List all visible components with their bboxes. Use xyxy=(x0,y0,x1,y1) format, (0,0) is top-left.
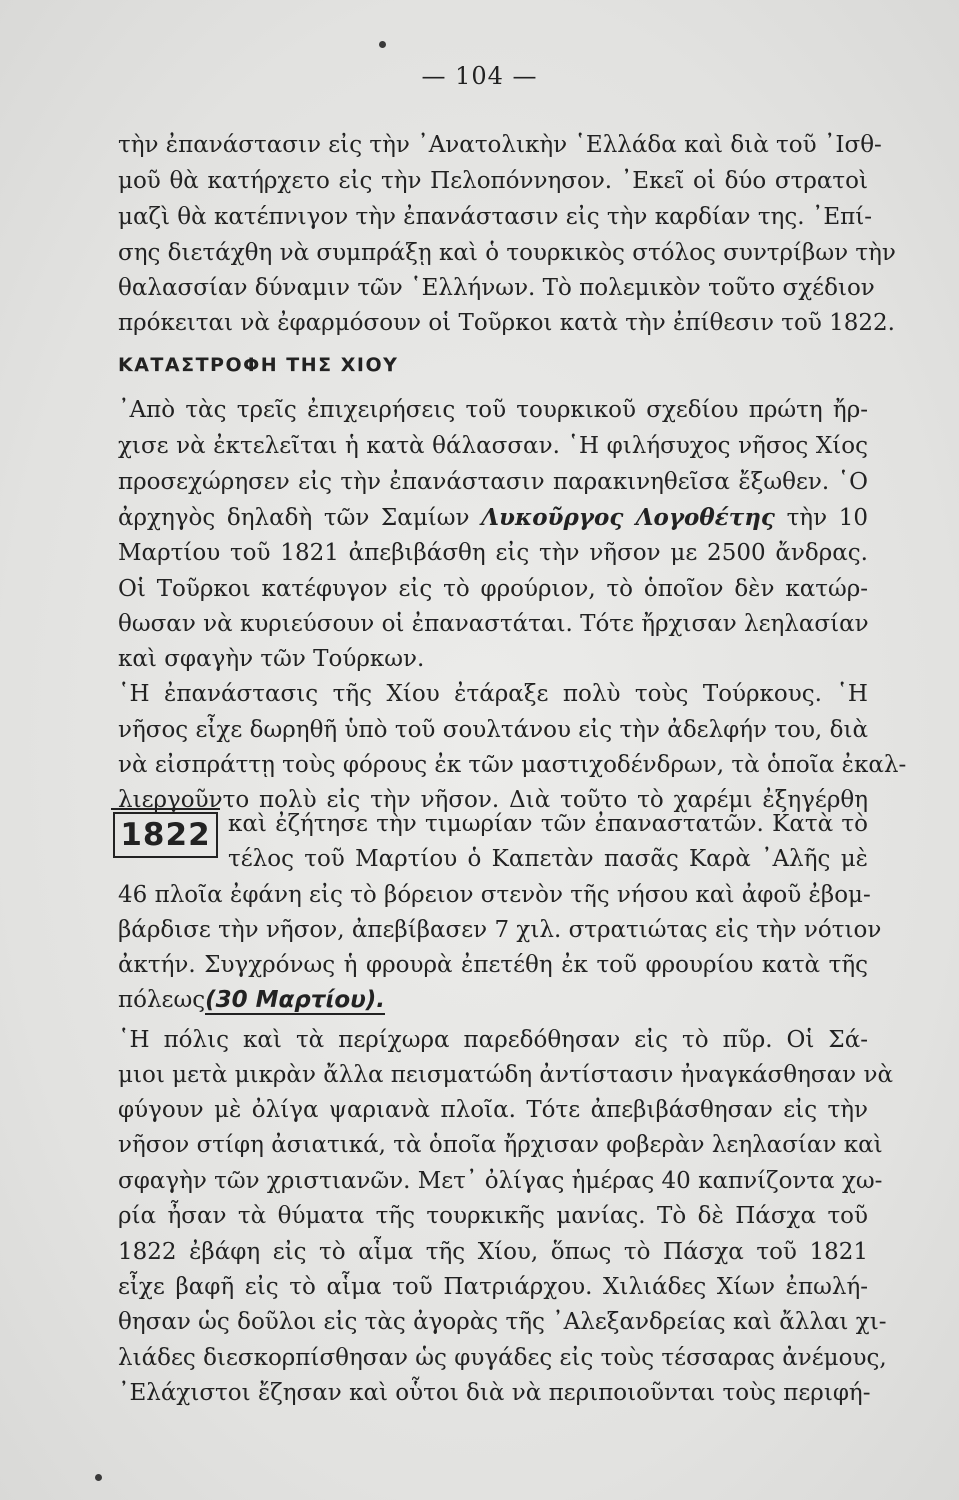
margin-year-box: 1822 xyxy=(113,812,218,858)
text-line: βάρδισε τὴν νῆσον, ἀπεβίβασεν 7 χιλ. στρατιώτας εἰς τὴν νότιον xyxy=(118,917,882,943)
text-line: ῾Η ἐπανάστασις τῆς Χίου ἐτάραξε πολὺ τοὺς Τούρκους. ῾Η xyxy=(118,681,868,707)
leader-name: Λυκοῦργος Λογοθέτης xyxy=(481,504,775,531)
text-line: θαλασσίαν δύναμιν τῶν ῾Ελλήνων. Τὸ πολεμικὸν τοῦτο σχέδιον xyxy=(118,275,875,301)
text-line: νὰ εἰσπράττῃ τοὺς φόρους ἐκ τῶν μαστιχοδένδρων, τὰ ὁποῖα ἐκαλ- xyxy=(118,752,907,778)
text-line: μιοι μετὰ μικρὰν ἄλλα πεισματώδη ἀντίστασιν ἠναγκάσθησαν νὰ xyxy=(118,1062,893,1088)
text-line: Οἱ Τοῦρκοι κατέφυγον εἰς τὸ φρούριον, τὸ ὁποῖον δὲν κατώρ- xyxy=(118,576,868,602)
text-line: μαζὶ θὰ κατέπνιγον τὴν ἐπανάστασιν εἰς τὴν καρδίαν της. ᾿Επί- xyxy=(118,204,873,230)
text-line: εἶχε βαφῆ εἰς τὸ αἷμα τοῦ Πατριάρχου. Χιλιάδες Χίων ἐπωλή- xyxy=(118,1274,868,1300)
page-speck xyxy=(95,1474,102,1481)
text-line: πρόκειται νὰ ἐφαρμόσουν οἱ Τοῦρκοι κατὰ τὴν ἐπίθεσιν τοῦ 1822. xyxy=(118,310,895,336)
text-line: σης διετάχθη νὰ συμπράξῃ καὶ ὁ τουρκικὸς στόλος συντρίβων τὴν xyxy=(118,240,896,266)
text-line: χισε νὰ ἐκτελεῖται ἡ κατὰ θάλασσαν. ῾Η φιλήσυχος νῆσος Χίος xyxy=(118,433,868,459)
text-line-date xyxy=(118,983,868,1017)
text-line: φύγουν μὲ ὀλίγα ψαριανὰ πλοῖα. Τότε ἀπεβιβάσθησαν εἰς τὴν xyxy=(118,1097,868,1123)
text-line: καὶ σφαγὴν τῶν Τούρκων. xyxy=(118,646,425,672)
section-heading: ΚΑΤΑΣΤΡΟΦΗ ΤΗΣ ΧΙΟΥ xyxy=(118,354,399,376)
text-line: λιάδες διεσκορπίσθησαν ὡς φυγάδες εἰς τοὺς τέσσαρας ἀνέμους, xyxy=(118,1345,887,1371)
page-number: — 104 — xyxy=(421,62,538,90)
text-line: λιεργοῦντο πολὺ εἰς τὴν νῆσον. Διὰ τοῦτο τὸ χαρέμι ἐξηγέρθη xyxy=(118,787,868,813)
leader-line-before: ἀρχηγὸς δηλαδὴ τῶν Σαμίων xyxy=(118,505,482,531)
text-line: ᾿Ελάχιστοι ἔζησαν καὶ οὗτοι διὰ νὰ περιποιοῦνται τοὺς περιφή- xyxy=(118,1380,871,1406)
text-line: θωσαν νὰ κυριεύσουν οἱ ἐπαναστάται. Τότε ἤρχισαν λεηλασίαν xyxy=(118,611,869,637)
date-line-before: πόλεως xyxy=(118,987,206,1013)
page-speck xyxy=(379,41,386,48)
text-line: νῆσος εἶχε δωρηθῆ ὑπὸ τοῦ σουλτάνου εἰς τὴν ἀδελφήν του, διὰ xyxy=(118,717,868,743)
text-line: μοῦ θὰ κατήρχετο εἰς τὴν Πελοπόννησον. ᾿Εκεῖ οἱ δύο στρατοὶ xyxy=(118,168,868,194)
text-line: τὴν ἐπανάστασιν εἰς τὴν ᾿Ανατολικὴν ῾Ελλάδα καὶ διὰ τοῦ ᾿Ισθ- xyxy=(118,132,882,158)
text-line: τέλος τοῦ Μαρτίου ὁ Καπετὰν πασᾶς Καρὰ ᾿Αλῆς μὲ xyxy=(228,846,868,872)
text-line: 1822 ἐβάφη εἰς τὸ αἷμα τῆς Χίου, ὅπως τὸ Πάσχα τοῦ 1821 xyxy=(118,1239,868,1265)
text-line: ρία ἦσαν τὰ θύματα τῆς τουρκικῆς μανίας. Τὸ δὲ Πάσχα τοῦ xyxy=(118,1203,868,1229)
date-note: (30 Μαρτίου). xyxy=(205,987,385,1013)
text-line: ᾿Απὸ τὰς τρεῖς ἐπιχειρήσεις τοῦ τουρκικοῦ σχεδίου πρώτη ἤρ- xyxy=(118,397,868,423)
text-line: καὶ ἐζήτησε τὴν τιμωρίαν τῶν ἐπαναστατῶν. Κατὰ τὸ xyxy=(228,811,868,837)
text-line-leader xyxy=(118,501,868,535)
text-line: σφαγὴν τῶν χριστιανῶν. Μετ᾿ ὀλίγας ἡμέρας 40 καπνίζοντα χω- xyxy=(118,1168,883,1194)
leader-line-after: τὴν 10 xyxy=(786,505,868,531)
text-line: ἀκτήν. Συγχρόνως ἡ φρουρὰ ἐπετέθη ἐκ τοῦ φρουρίου κατὰ τῆς xyxy=(118,952,868,978)
text-line: προσεχώρησεν εἰς τὴν ἐπανάστασιν παρακινηθεῖσα ἔξωθεν. ῾Ο xyxy=(118,469,868,495)
text-line: ῾Η πόλις καὶ τὰ περίχωρα παρεδόθησαν εἰς τὸ πῦρ. Οἱ Σά- xyxy=(118,1027,868,1053)
text-line: 46 πλοῖα ἐφάνη εἰς τὸ βόρειον στενὸν τῆς νήσου καὶ ἀφοῦ ἐβομ- xyxy=(118,882,871,908)
text-line: θησαν ὡς δοῦλοι εἰς τὰς ἀγορὰς τῆς ᾿Αλεξανδρείας καὶ ἄλλαι χι- xyxy=(118,1309,887,1335)
text-line: νῆσον στίφη ἀσιατικά, τὰ ὁποῖα ἤρχισαν φοβερὰν λεηλασίαν καὶ xyxy=(118,1132,883,1158)
text-line: Μαρτίου τοῦ 1821 ἀπεβιβάσθη εἰς τὴν νῆσον με 2500 ἄνδρας. xyxy=(118,540,868,566)
